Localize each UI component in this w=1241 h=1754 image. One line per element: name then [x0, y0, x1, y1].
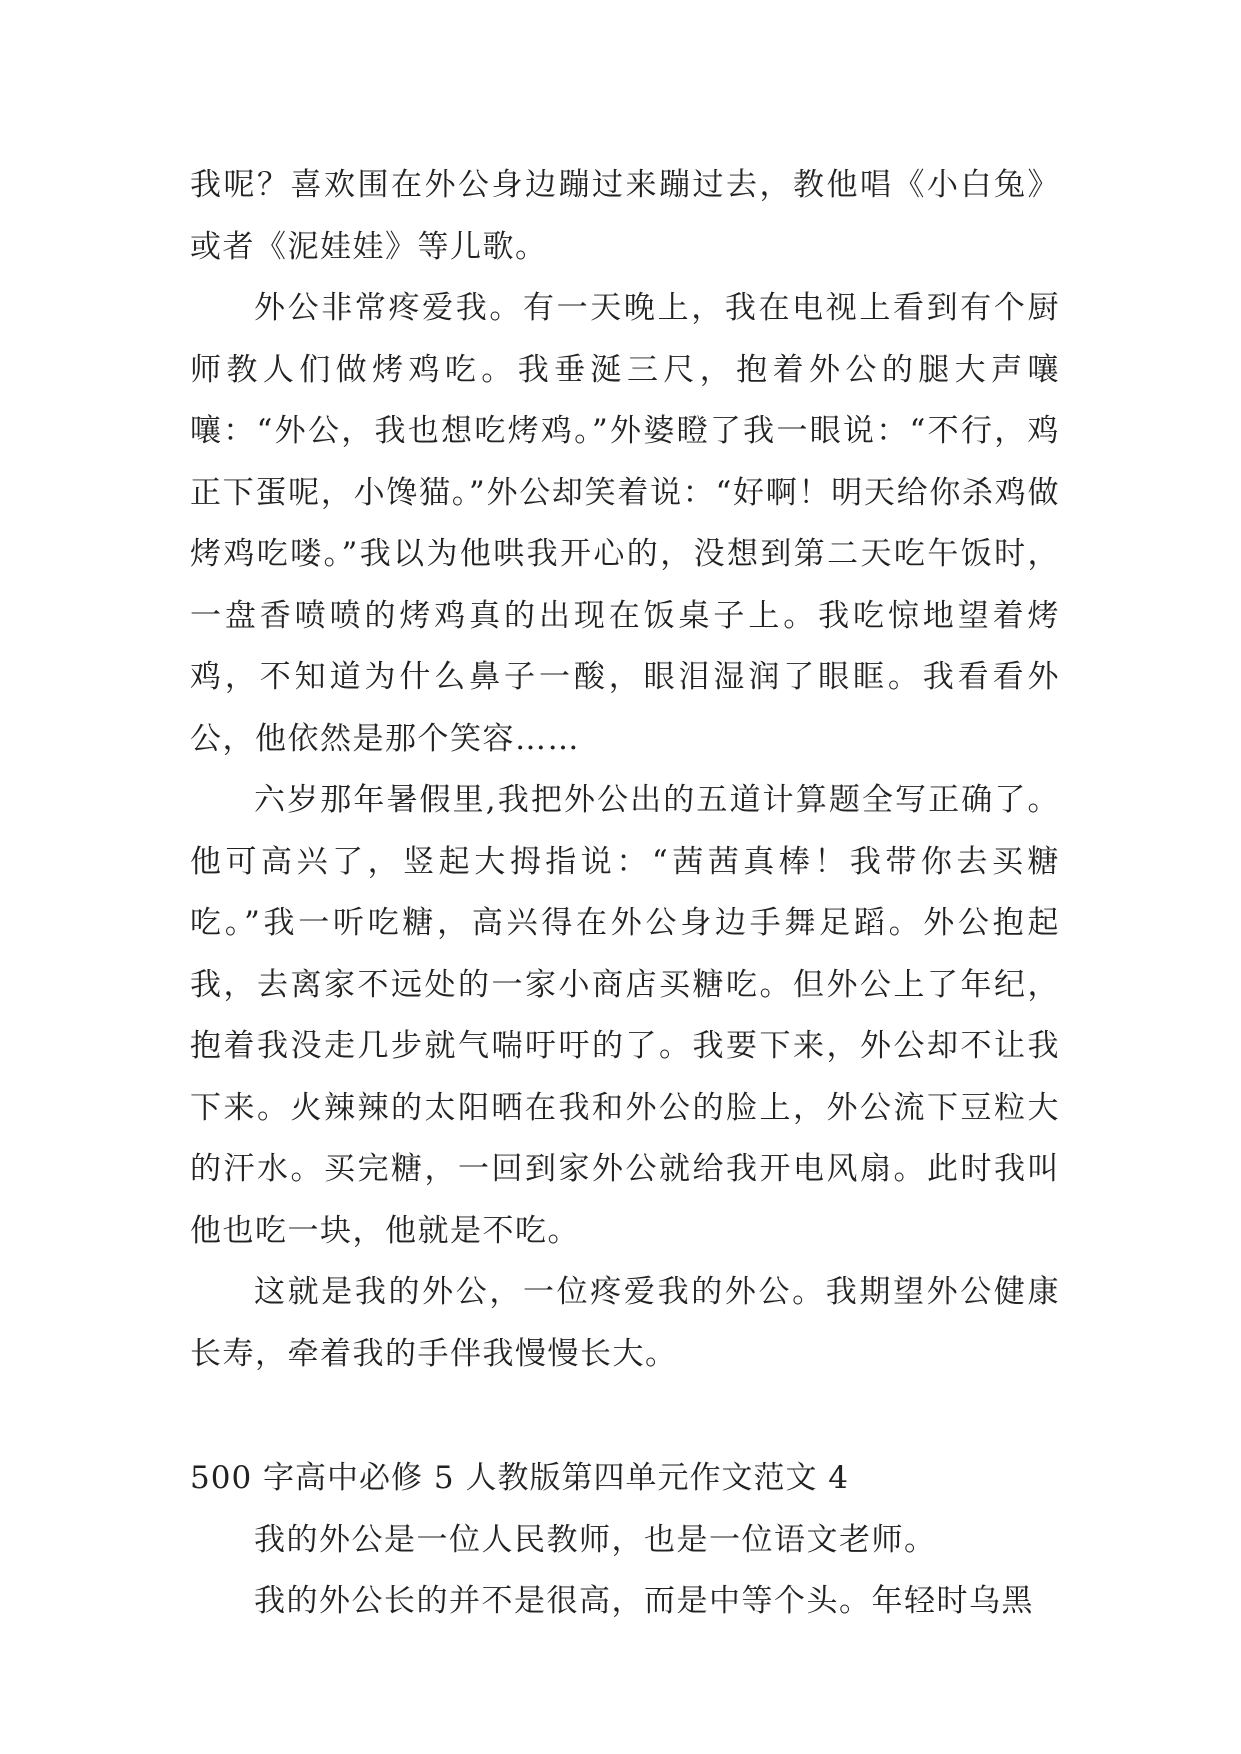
section-heading: 500 字高中必修 5 人教版第四单元作文范文 4: [190, 1460, 850, 1496]
paragraph-2: 外公非常疼爱我。有一天晚上，我在电视上看到有个厨师教人们做烤鸡吃。我垂涎三尺，抱着外公的腿大声嚷嚷：“外公，我也想吃烤鸡。”外婆瞪了我一眼说：“不行，鸡正下蛋呢，小馋猫。”外公却笑着说：“好啊！明天给你杀鸡做烤鸡吃喽。”我以为他哄我开心的，没想到第二天吃午饭时，一盘香喷喷的烤鸡真的出现在饭桌子上。我吃惊地望着烤鸡，不知道为什么鼻子一酸，眼泪湿润了眼眶。我看看外公，他依然是那个笑容……: [190, 290, 1060, 757]
document-page: [190, 155, 1060, 1633]
paragraph-5: 我的外公是一位人民教师，也是一位语文老师。: [254, 1521, 937, 1558]
paragraph-6: 我的外公长的并不是很高，而是中等个头。年轻时乌黑: [254, 1583, 1034, 1619]
paragraph-4: 这就是我的外公，一位疼爱我的外公。我期望外公健康长寿，牵着我的手伴我慢慢长大。: [190, 1274, 1060, 1372]
paragraph-3: 六岁那年暑假里,我把外公出的五道计算题全写正确了。他可高兴了，竖起大拇指说：“茜茜真棒！我带你去买糖吃。”我一听吃糖，高兴得在外公身边手舞足蹈。外公抱起我，去离家不远处的一家小商店买糖吃。但外公上了年纪，抱着我没走几步就气喘吁吁的了。我要下来，外公却不让我下来。火辣辣的太阳晒在我和外公的脸上，外公流下豆粒大的汗水。买完糖，一回到家外公就给我开电风扇。此时我叫他也吃一块，他就是不吃。: [190, 782, 1060, 1249]
paragraph-1: 我呢？喜欢围在外公身边蹦过来蹦过去，教他唱《小白兔》或者《泥娃娃》等儿歌。: [190, 167, 1060, 265]
